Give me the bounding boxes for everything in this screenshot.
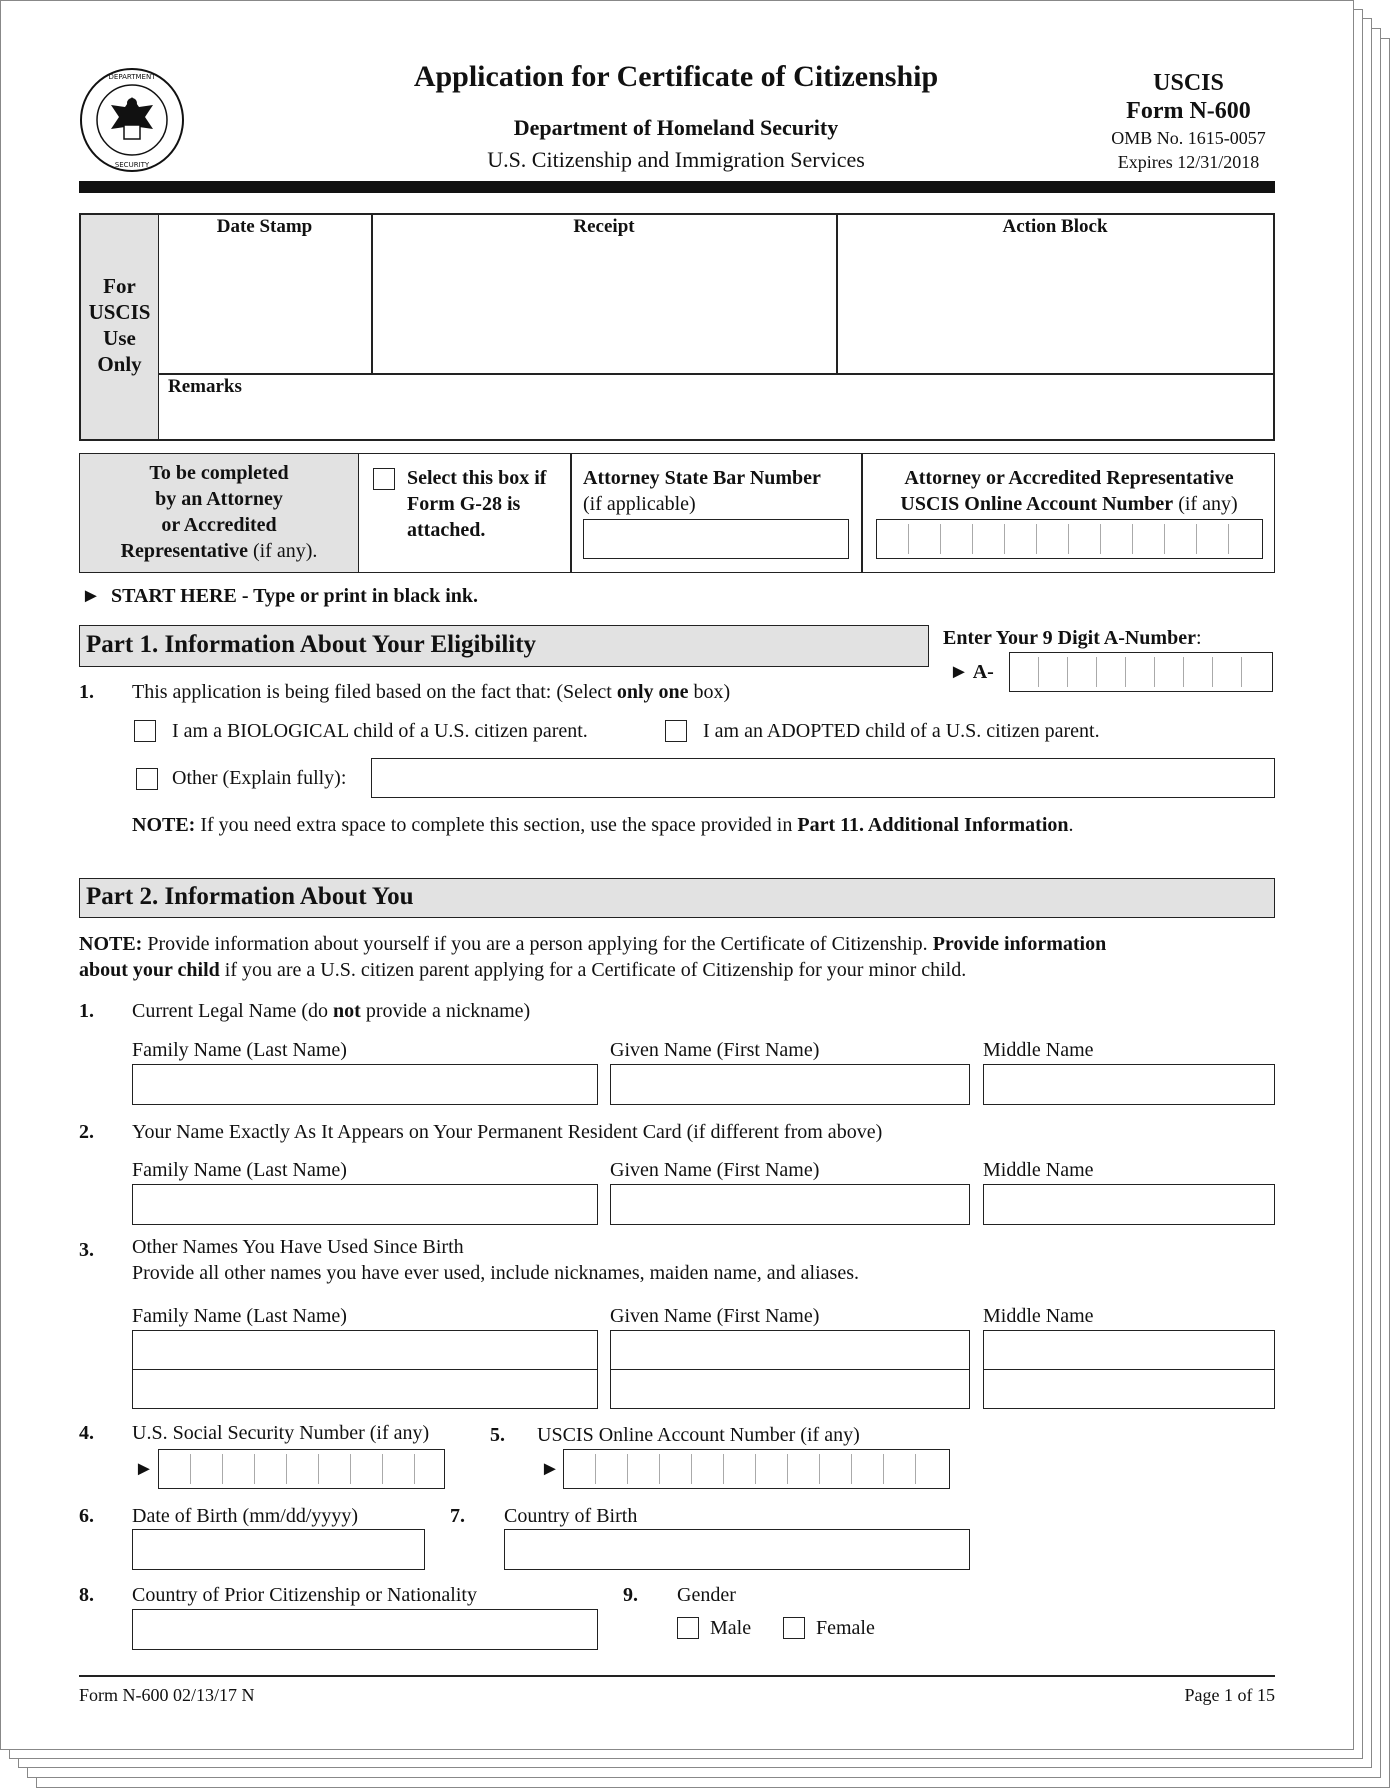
part1-q1-text — [132, 680, 730, 704]
part1-q1-text-bold: only one — [616, 681, 689, 703]
gender-male-checkbox[interactable] — [677, 1617, 699, 1639]
part2-q1-text — [132, 999, 530, 1023]
biological-child-label: I am a BIOLOGICAL child of a U.S. citizen parent. — [172, 720, 588, 742]
remarks-divider — [158, 373, 1273, 375]
part2-q1-number: 1. — [79, 1000, 94, 1022]
department-name: Department of Homeland Security — [513, 115, 839, 140]
q3-family-name-input-2[interactable] — [132, 1369, 598, 1409]
q1-family-name-label: Family Name (Last Name) — [132, 1039, 347, 1061]
attorney-line-1: To be completed — [149, 462, 289, 484]
q1-middle-name-input[interactable] — [983, 1064, 1275, 1105]
a-number-prefix: ► A- — [949, 661, 994, 683]
part2-q3-sub: Provide all other names you have ever used, include nicknames, maiden name, and aliases. — [132, 1262, 859, 1284]
part1-note — [132, 813, 1074, 837]
a-number-label-bold: Enter Your 9 Digit A-Number — [943, 627, 1196, 649]
part2-q6-number: 6. — [79, 1505, 94, 1527]
part2-q6-text: Date of Birth (mm/dd/yyyy) — [132, 1505, 359, 1527]
a-number-label-colon: : — [1195, 627, 1202, 649]
gender-male-label: Male — [710, 1617, 752, 1639]
part2-q9-text: Gender — [677, 1584, 736, 1606]
part2-q1-bold: not — [333, 1000, 361, 1022]
part1-q1-number: 1. — [79, 681, 94, 703]
date-stamp-label: Date Stamp — [216, 216, 313, 237]
q1-middle-name-label: Middle Name — [983, 1039, 1094, 1061]
part2-q2-number: 2. — [79, 1121, 94, 1143]
start-here-bold: START HERE — [111, 585, 237, 607]
q2-given-name-label: Given Name (First Name) — [610, 1159, 820, 1181]
svg-text:SECURITY: SECURITY — [114, 161, 150, 169]
q2-middle-name-input[interactable] — [983, 1184, 1275, 1225]
adopted-child-checkbox[interactable] — [665, 720, 687, 742]
part2-q1-post: provide a nickname) — [360, 1000, 531, 1022]
g28-line-3: attached. — [407, 519, 486, 541]
start-here-rest: - Type or print in black ink. — [236, 585, 478, 607]
expiry-date: Expires 12/31/2018 — [1117, 152, 1260, 172]
gender-female-label: Female — [816, 1617, 875, 1639]
part2-q3-text: Other Names You Have Used Since Birth — [132, 1236, 464, 1258]
part2-q9-number: 9. — [623, 1584, 638, 1606]
start-here-instruction — [111, 584, 478, 608]
other-explain-input[interactable] — [371, 758, 1275, 798]
part1-note-bold: Part 11. Additional Information — [797, 814, 1069, 836]
part2-q7-text: Country of Birth — [504, 1505, 638, 1527]
prior-citizenship-input[interactable] — [132, 1609, 598, 1650]
g28-line-2: Form G-28 is — [407, 493, 521, 515]
part2-q4-text: U.S. Social Security Number (if any) — [132, 1422, 430, 1444]
form-title: Application for Certificate of Citizenship — [413, 60, 939, 93]
receipt-label: Receipt — [573, 216, 635, 237]
other-eligibility-label: Other (Explain fully): — [172, 767, 347, 789]
q3-family-name-input-1[interactable] — [132, 1330, 598, 1370]
part2-note-text-1: Provide information about yourself if you are a person applying for the Certificate of Citizenship. — [142, 933, 933, 955]
footer-page-number: Page 1 of 15 — [1184, 1685, 1275, 1705]
q2-middle-name-label: Middle Name — [983, 1159, 1094, 1181]
attorney-divider-1 — [570, 454, 572, 572]
q3-given-name-input-1[interactable] — [610, 1330, 970, 1370]
remarks-label: Remarks — [168, 376, 242, 397]
online-account-line-2-rest: (if any) — [1173, 493, 1238, 515]
part2-q1-pre: Current Legal Name (do — [132, 1000, 334, 1022]
part2-note-bold-1: Provide information — [932, 933, 1107, 955]
gender-female-checkbox[interactable] — [783, 1617, 805, 1639]
start-arrow-icon: ► — [81, 585, 101, 607]
part1-note-text: If you need extra space to complete this section, use the space provided in — [195, 814, 798, 836]
g28-checkbox[interactable] — [373, 468, 395, 490]
q3-family-name-label: Family Name (Last Name) — [132, 1305, 347, 1327]
online-account-line-1: Attorney or Accredited Representative — [904, 467, 1234, 489]
adopted-child-label: I am an ADOPTED child of a U.S. citizen parent. — [703, 720, 1100, 742]
uscis-label: USCIS — [1153, 70, 1224, 96]
part2-header: Part 2. Information About You — [79, 878, 1275, 918]
part2-note-line-2 — [79, 958, 966, 982]
part1-q1-text-start: This application is being filed based on the fact that: (Select — [132, 681, 617, 703]
online-account-line-2-bold: USCIS Online Account Number — [900, 493, 1174, 515]
dhs-seal-icon — [79, 67, 185, 173]
q3-middle-name-input-1[interactable] — [983, 1330, 1275, 1370]
attorney-line-2: by an Attorney — [155, 488, 283, 510]
bar-number-sub: (if applicable) — [583, 493, 696, 515]
part2-note-line-1 — [79, 932, 1106, 956]
attorney-line-4 — [80, 538, 358, 564]
part1-header: Part 1. Information About Your Eligibility — [79, 625, 929, 667]
for-label: For — [103, 274, 136, 298]
ssn-input[interactable] — [158, 1449, 445, 1489]
part2-q2-text: Your Name Exactly As It Appears on Your Permanent Resident Card (if different from above) — [132, 1121, 883, 1143]
attorney-line-4-rest: (if any). — [247, 540, 318, 562]
part2-note-label: NOTE: — [79, 933, 143, 955]
q1-given-name-label: Given Name (First Name) — [610, 1039, 820, 1061]
footer-rule — [79, 1675, 1275, 1677]
attorney-line-4-bold: Representative — [120, 540, 248, 562]
part2-q7-number: 7. — [450, 1505, 465, 1527]
q1-given-name-input[interactable] — [610, 1064, 970, 1105]
part2-q5-number: 5. — [490, 1424, 505, 1446]
bar-number-label: Attorney State Bar Number — [583, 467, 821, 489]
bar-number-input[interactable] — [583, 519, 849, 559]
uscis-label-side: USCIS — [88, 300, 151, 324]
a-number-label — [943, 626, 1202, 650]
online-account-line-2 — [863, 491, 1275, 517]
q2-family-name-input[interactable] — [132, 1184, 598, 1225]
use-label: Use — [103, 326, 136, 350]
omb-number: OMB No. 1615-0057 — [1111, 128, 1266, 148]
part2-note-text-2: if you are a U.S. citizen parent applying for a Certificate of Citizenship for your minor child. — [219, 959, 967, 981]
q2-family-name-label: Family Name (Last Name) — [132, 1159, 347, 1181]
action-block-label: Action Block — [1002, 216, 1108, 237]
form-number: Form N-600 — [1126, 98, 1251, 124]
header-rule — [79, 181, 1275, 193]
uscis-use-block — [79, 213, 1275, 441]
part2-q3-number: 3. — [79, 1239, 94, 1261]
q3-given-name-input-2[interactable] — [610, 1369, 970, 1409]
svg-text:DEPARTMENT: DEPARTMENT — [108, 73, 156, 81]
agency-name: U.S. Citizenship and Immigration Services — [487, 147, 865, 172]
part2-q5-text: USCIS Online Account Number (if any) — [537, 1424, 860, 1446]
a-number-input[interactable] — [1009, 652, 1273, 692]
q3-middle-name-label: Middle Name — [983, 1305, 1094, 1327]
q2-given-name-input[interactable] — [610, 1184, 970, 1225]
only-label: Only — [97, 352, 142, 376]
part1-note-label: NOTE: — [132, 814, 196, 836]
q1-family-name-input[interactable] — [132, 1064, 598, 1105]
part1-note-end: . — [1068, 814, 1074, 836]
part2-q8-text: Country of Prior Citizenship or Nationality — [132, 1584, 477, 1606]
part1-q1-text-end: box) — [688, 681, 731, 703]
footer-form-id: Form N-600 02/13/17 N — [79, 1685, 255, 1705]
part2-note-bold-2: about your child — [79, 959, 220, 981]
part2-q8-number: 8. — [79, 1584, 94, 1606]
q3-middle-name-input-2[interactable] — [983, 1369, 1275, 1409]
part2-q4-number: 4. — [79, 1422, 94, 1444]
uscis-online-account-input[interactable] — [563, 1449, 950, 1489]
q3-given-name-label: Given Name (First Name) — [610, 1305, 820, 1327]
ssn-arrow-icon: ► — [134, 1458, 154, 1480]
online-account-arrow-icon: ► — [540, 1458, 560, 1480]
biological-child-checkbox[interactable] — [134, 720, 156, 742]
g28-line-1: Select this box if — [407, 467, 547, 489]
other-eligibility-checkbox[interactable] — [136, 768, 158, 790]
attorney-line-3: or Accredited — [161, 514, 277, 536]
date-of-birth-input[interactable] — [132, 1529, 425, 1570]
country-of-birth-input[interactable] — [504, 1529, 970, 1570]
attorney-online-account-input[interactable] — [876, 519, 1263, 559]
